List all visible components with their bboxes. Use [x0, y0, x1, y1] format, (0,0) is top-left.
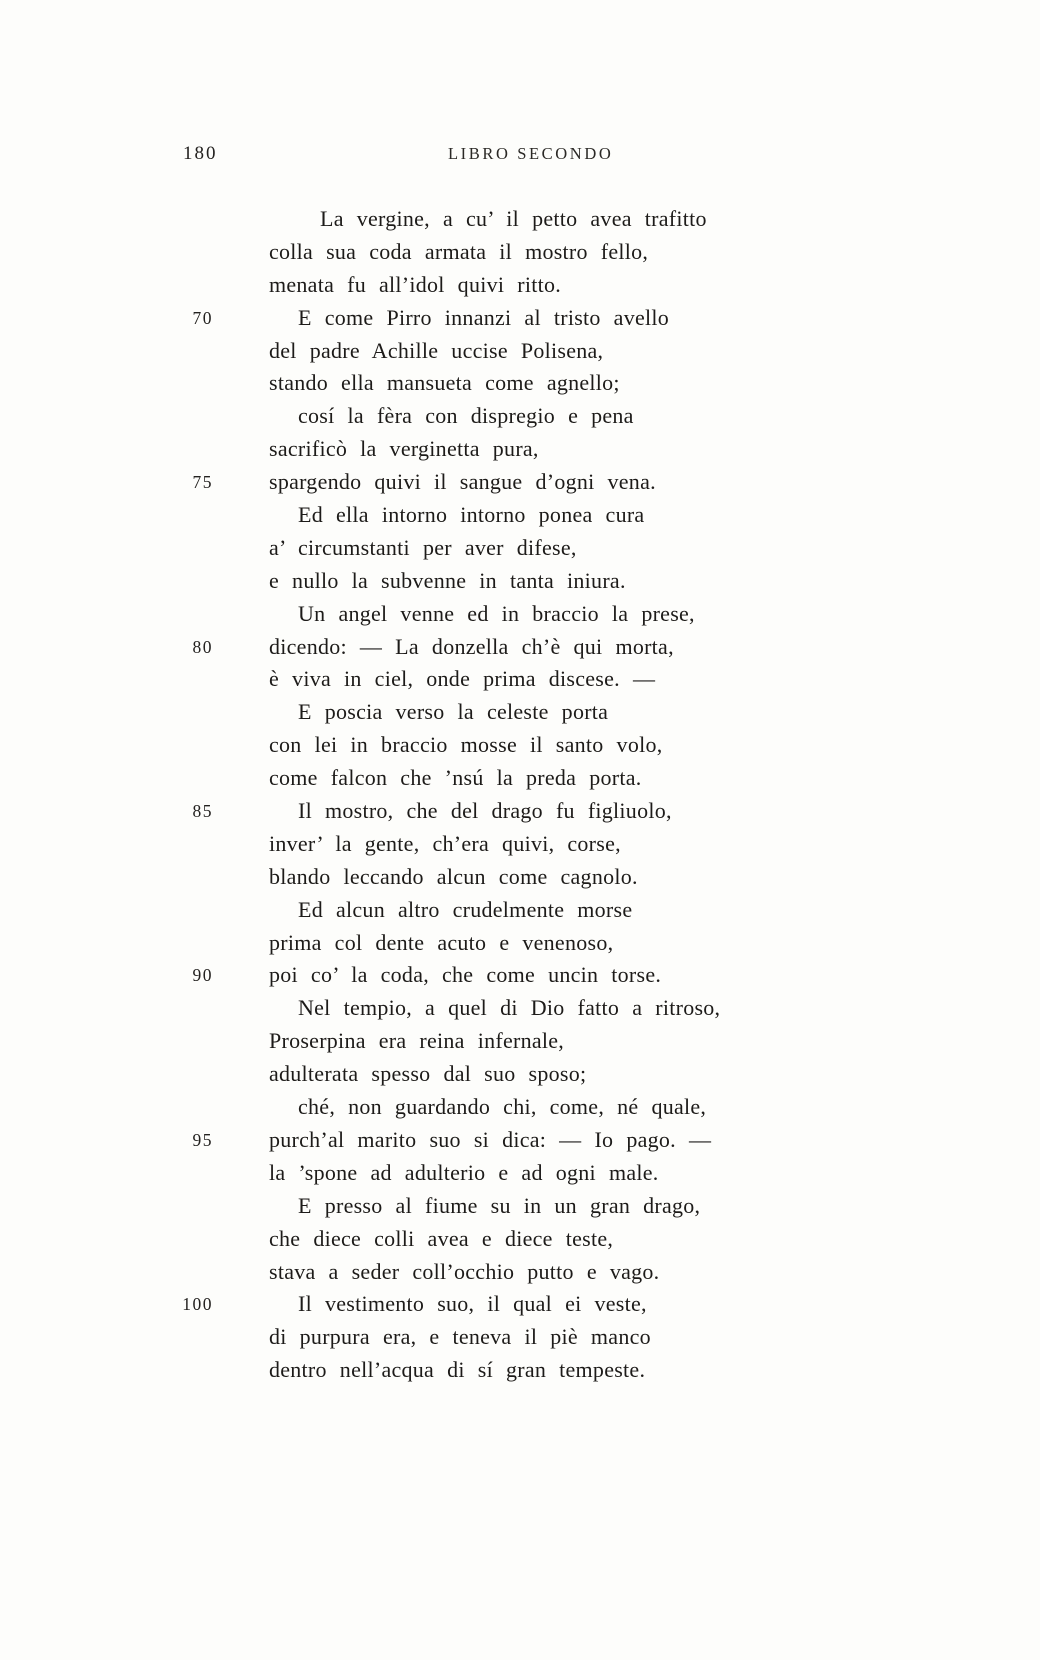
verse-text: E come Pirro innanzi al tristo avello [298, 304, 670, 330]
line-number: 85 [192, 801, 213, 822]
verse-text: è viva in ciel, onde prima discese. — [269, 666, 656, 692]
verse-line [0, 1157, 1040, 1190]
verse-line [0, 1124, 1040, 1157]
verse-text: la ’spone ad adulterio e ad ogni male. [269, 1159, 659, 1185]
verse-line [0, 1321, 1040, 1354]
verse-line [0, 466, 1040, 499]
running-title: LIBRO SECONDO [448, 144, 614, 163]
verse-text: poi co’ la coda, che come uncin torse. [269, 962, 662, 988]
verse-line [0, 1354, 1040, 1387]
verse-text: di purpura era, e teneva il piè manco [269, 1324, 651, 1350]
verse-line [0, 1190, 1040, 1223]
verse-text: stava a seder coll’occhio putto e vago. [269, 1258, 660, 1284]
verse-text: stando ella mansueta come agnello; [269, 370, 620, 396]
verse-text: Un angel venne ed in braccio la prese, [298, 600, 695, 626]
verse-text: con lei in braccio mosse il santo volo, [269, 732, 663, 758]
verse-text: dicendo: — La donzella ch’è qui morta, [269, 633, 674, 659]
verse-line [0, 367, 1040, 400]
verse-text: Ed ella intorno intorno ponea cura [298, 502, 645, 528]
verse-line [0, 992, 1040, 1025]
verse-text: colla sua coda armata il mostro fello, [269, 238, 649, 264]
verse-text: dentro nell’acqua di sí gran tempeste. [269, 1357, 646, 1383]
verse-block [0, 203, 1040, 1387]
verse-line [0, 663, 1040, 696]
verse-line [0, 894, 1040, 927]
verse-line [0, 499, 1040, 532]
verse-text: Il vestimento suo, il qual ei veste, [298, 1291, 647, 1317]
line-number: 100 [182, 1294, 213, 1315]
verse-line [0, 1288, 1040, 1321]
verse-text: Nel tempio, a quel di Dio fatto a ritroso, [298, 995, 721, 1021]
verse-text: cosí la fèra con dispregio e pena [298, 403, 634, 429]
verse-text: Proserpina era reina infernale, [269, 1028, 565, 1054]
verse-text: ché, non guardando chi, come, né quale, [298, 1094, 707, 1120]
verse-line [0, 1025, 1040, 1058]
verse-text: E presso al fiume su in un gran drago, [298, 1192, 701, 1218]
verse-text: e nullo la subvenne in tanta iniura. [269, 567, 626, 593]
verse-line [0, 696, 1040, 729]
verse-line [0, 532, 1040, 565]
verse-line [0, 598, 1040, 631]
verse-line [0, 203, 1040, 236]
verse-line [0, 1223, 1040, 1256]
verse-text: La vergine, a cu’ il petto avea trafitto [320, 206, 707, 231]
verse-line [0, 1091, 1040, 1124]
verse-text: adulterata spesso dal suo sposo; [269, 1061, 587, 1087]
page-number: 180 [183, 143, 218, 164]
verse-text: E poscia verso la celeste porta [298, 699, 609, 725]
verse-text: Il mostro, che del drago fu figliuolo, [298, 798, 672, 824]
verse-text: spargendo quivi il sangue d’ogni vena. [269, 469, 656, 495]
verse-text: blando leccando alcun come cagnolo. [269, 863, 638, 889]
verse-line [0, 861, 1040, 894]
verse-text: sacrificò la verginetta pura, [269, 436, 539, 462]
verse-line [0, 1058, 1040, 1091]
verse-line [0, 828, 1040, 861]
verse-line [0, 433, 1040, 466]
verse-line [0, 236, 1040, 269]
line-number: 75 [192, 472, 213, 493]
verse-text: inver’ la gente, ch’era quivi, corse, [269, 830, 621, 856]
verse-line [0, 762, 1040, 795]
verse-text: purch’al marito suo si dica: — Io pago. — [269, 1126, 712, 1152]
verse-line [0, 1256, 1040, 1289]
verse-text: menata fu all’idol quivi ritto. [269, 271, 561, 297]
verse-line [0, 927, 1040, 960]
verse-line [0, 959, 1040, 992]
verse-line [0, 400, 1040, 433]
verse-text: prima col dente acuto e venenoso, [269, 929, 614, 955]
verse-text: Ed alcun altro crudelmente morse [298, 896, 633, 922]
verse-line [0, 302, 1040, 335]
verse-text: come falcon che ’nsú la preda porta. [269, 765, 642, 791]
verse-line [0, 269, 1040, 302]
line-number: 90 [192, 965, 213, 986]
verse-line [0, 795, 1040, 828]
verse-text: a’ circumstanti per aver difese, [269, 534, 577, 560]
running-head [0, 141, 1040, 171]
line-number: 95 [192, 1129, 213, 1150]
verse-text: del padre Achille uccise Polisena, [269, 337, 604, 363]
verse-text: che diece colli avea e diece teste, [269, 1225, 614, 1251]
line-number: 70 [192, 307, 213, 328]
verse-line [0, 729, 1040, 762]
line-number: 80 [192, 636, 213, 657]
verse-line [0, 631, 1040, 664]
verse-line [0, 565, 1040, 598]
verse-line [0, 335, 1040, 368]
